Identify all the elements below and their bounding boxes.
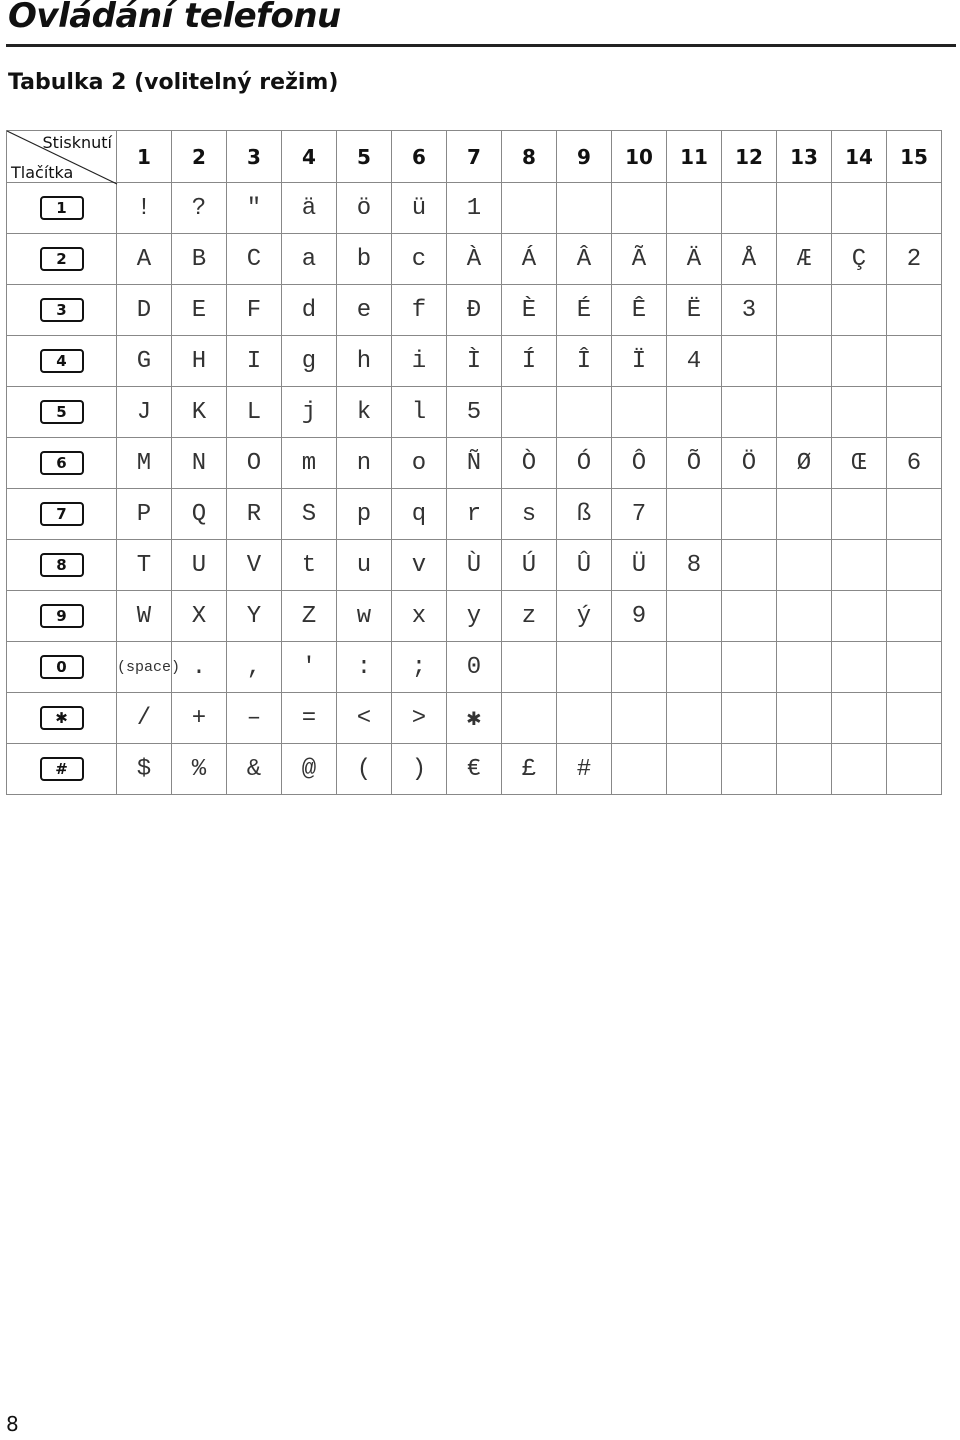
character-cell — [887, 642, 942, 693]
character-cell — [667, 183, 722, 234]
character-cell: > — [392, 693, 447, 744]
title-divider — [6, 44, 956, 47]
character-cell — [722, 642, 777, 693]
column-header: 5 — [337, 131, 392, 183]
character-cell: É — [557, 285, 612, 336]
character-cell: Ó — [557, 438, 612, 489]
character-cell: Õ — [667, 438, 722, 489]
character-cell: / — [117, 693, 172, 744]
character-cell — [502, 693, 557, 744]
character-cell: Ò — [502, 438, 557, 489]
character-cell: M — [117, 438, 172, 489]
character-cell — [777, 642, 832, 693]
character-cell: J — [117, 387, 172, 438]
keypad-key-icon: ✱ — [40, 706, 84, 730]
character-cell: Y — [227, 591, 282, 642]
keypad-key-icon: 6 — [40, 451, 84, 475]
page-title: Ovládání telefonu — [8, 0, 341, 36]
table-row — [7, 183, 942, 234]
character-cell — [777, 591, 832, 642]
character-cell: 2 — [887, 234, 942, 285]
character-cell — [722, 387, 777, 438]
character-cell: ý — [557, 591, 612, 642]
table-row — [7, 591, 942, 642]
key-cell — [7, 336, 117, 387]
character-cell: 7 — [612, 489, 667, 540]
character-cell — [502, 387, 557, 438]
character-cell: # — [557, 744, 612, 795]
character-cell: 5 — [447, 387, 502, 438]
column-header: 1 — [117, 131, 172, 183]
character-cell — [777, 336, 832, 387]
character-cell: A — [117, 234, 172, 285]
character-cell: 1 — [447, 183, 502, 234]
character-cell — [557, 183, 612, 234]
character-cell: ! — [117, 183, 172, 234]
character-cell: m — [282, 438, 337, 489]
key-cell — [7, 183, 117, 234]
key-cell — [7, 642, 117, 693]
character-cell: S — [282, 489, 337, 540]
keypad-key-icon: 1 — [40, 196, 84, 220]
character-cell: Ä — [667, 234, 722, 285]
character-cell — [777, 285, 832, 336]
keypad-key-icon: 4 — [40, 349, 84, 373]
key-cell — [7, 744, 117, 795]
header-row — [7, 131, 942, 183]
character-cell: @ — [282, 744, 337, 795]
character-cell: Û — [557, 540, 612, 591]
character-cell — [612, 183, 667, 234]
character-cell: £ — [502, 744, 557, 795]
character-cell — [777, 489, 832, 540]
table-row — [7, 642, 942, 693]
character-cell: À — [447, 234, 502, 285]
character-cell: Ç — [832, 234, 887, 285]
character-cell — [612, 642, 667, 693]
character-cell: ä — [282, 183, 337, 234]
character-cell: k — [337, 387, 392, 438]
character-cell: R — [227, 489, 282, 540]
character-cell: 9 — [612, 591, 667, 642]
column-header: 2 — [172, 131, 227, 183]
page-number: 8 — [6, 1412, 19, 1436]
character-cell: s — [502, 489, 557, 540]
character-cell — [557, 642, 612, 693]
keypad-key-icon: 8 — [40, 553, 84, 577]
character-cell: p — [337, 489, 392, 540]
character-cell: z — [502, 591, 557, 642]
column-header: 6 — [392, 131, 447, 183]
character-cell: o — [392, 438, 447, 489]
character-cell — [887, 387, 942, 438]
character-cell — [667, 744, 722, 795]
key-cell — [7, 234, 117, 285]
character-table — [6, 130, 942, 795]
character-cell: " — [227, 183, 282, 234]
character-cell: Ø — [777, 438, 832, 489]
character-cell: N — [172, 438, 227, 489]
character-cell: x — [392, 591, 447, 642]
table-row — [7, 387, 942, 438]
character-cell — [832, 489, 887, 540]
table-caption: Tabulka 2 (volitelný režim) — [8, 70, 339, 95]
character-cell: E — [172, 285, 227, 336]
character-cell — [887, 693, 942, 744]
character-cell — [722, 693, 777, 744]
column-header: 11 — [667, 131, 722, 183]
character-cell: ö — [337, 183, 392, 234]
character-cell: C — [227, 234, 282, 285]
keypad-key-icon: # — [40, 757, 84, 781]
column-header: 8 — [502, 131, 557, 183]
character-cell: ß — [557, 489, 612, 540]
character-cell: L — [227, 387, 282, 438]
character-cell — [557, 387, 612, 438]
character-cell: r — [447, 489, 502, 540]
character-cell: Đ — [447, 285, 502, 336]
character-cell — [832, 387, 887, 438]
character-cell — [887, 591, 942, 642]
keys-label: Tlačítka — [11, 163, 74, 182]
character-cell — [887, 285, 942, 336]
character-cell — [887, 744, 942, 795]
character-cell: P — [117, 489, 172, 540]
character-cell: % — [172, 744, 227, 795]
character-cell: U — [172, 540, 227, 591]
character-cell: Æ — [777, 234, 832, 285]
character-cell: e — [337, 285, 392, 336]
character-cell — [612, 744, 667, 795]
character-cell: O — [227, 438, 282, 489]
character-cell: q — [392, 489, 447, 540]
character-cell: + — [172, 693, 227, 744]
character-cell: j — [282, 387, 337, 438]
character-cell: y — [447, 591, 502, 642]
character-cell: Ã — [612, 234, 667, 285]
character-cell — [557, 693, 612, 744]
keypad-key-icon: 9 — [40, 604, 84, 628]
character-cell: 4 — [667, 336, 722, 387]
character-cell — [832, 183, 887, 234]
character-cell: Ñ — [447, 438, 502, 489]
character-cell: 3 — [722, 285, 777, 336]
character-cell — [722, 336, 777, 387]
key-cell — [7, 285, 117, 336]
character-cell — [887, 336, 942, 387]
table-row — [7, 336, 942, 387]
character-cell — [832, 642, 887, 693]
character-cell: . — [172, 642, 227, 693]
character-cell — [722, 183, 777, 234]
character-cell — [722, 591, 777, 642]
column-header: 3 — [227, 131, 282, 183]
character-cell — [832, 744, 887, 795]
column-header: 14 — [832, 131, 887, 183]
corner-cell — [7, 131, 117, 183]
character-cell: X — [172, 591, 227, 642]
character-cell: c — [392, 234, 447, 285]
character-cell: f — [392, 285, 447, 336]
character-cell: 0 — [447, 642, 502, 693]
character-cell: l — [392, 387, 447, 438]
character-cell: F — [227, 285, 282, 336]
character-cell: $ — [117, 744, 172, 795]
character-cell: Å — [722, 234, 777, 285]
character-cell: Î — [557, 336, 612, 387]
key-cell — [7, 489, 117, 540]
character-cell: Ô — [612, 438, 667, 489]
character-cell: Ù — [447, 540, 502, 591]
character-cell: g — [282, 336, 337, 387]
character-cell: I — [227, 336, 282, 387]
character-cell: € — [447, 744, 502, 795]
character-cell: a — [282, 234, 337, 285]
character-cell — [887, 489, 942, 540]
character-cell: È — [502, 285, 557, 336]
keypad-key-icon: 2 — [40, 247, 84, 271]
character-cell: 8 — [667, 540, 722, 591]
character-cell: u — [337, 540, 392, 591]
column-header: 4 — [282, 131, 337, 183]
character-cell: < — [337, 693, 392, 744]
table-row — [7, 285, 942, 336]
character-cell: ; — [392, 642, 447, 693]
character-cell: Í — [502, 336, 557, 387]
table-row — [7, 234, 942, 285]
character-cell — [777, 693, 832, 744]
table-row — [7, 744, 942, 795]
character-cell: – — [227, 693, 282, 744]
character-cell — [887, 540, 942, 591]
character-cell — [832, 336, 887, 387]
table-row — [7, 489, 942, 540]
character-cell — [777, 183, 832, 234]
character-cell: Ú — [502, 540, 557, 591]
character-cell: ✱ — [447, 693, 502, 744]
press-count-label: Stisknutí — [42, 133, 112, 152]
key-cell — [7, 438, 117, 489]
character-cell: Ì — [447, 336, 502, 387]
character-cell: w — [337, 591, 392, 642]
character-cell — [722, 540, 777, 591]
column-header: 13 — [777, 131, 832, 183]
character-cell: Ï — [612, 336, 667, 387]
character-cell: (space) — [117, 642, 172, 693]
character-cell — [667, 642, 722, 693]
character-cell: v — [392, 540, 447, 591]
table-row — [7, 693, 942, 744]
character-cell — [832, 285, 887, 336]
character-cell — [667, 489, 722, 540]
character-cell: K — [172, 387, 227, 438]
column-header: 15 — [887, 131, 942, 183]
character-cell — [832, 693, 887, 744]
character-cell — [777, 387, 832, 438]
character-cell — [502, 642, 557, 693]
character-cell — [612, 387, 667, 438]
character-cell — [667, 591, 722, 642]
character-cell: t — [282, 540, 337, 591]
character-cell: D — [117, 285, 172, 336]
character-cell — [832, 540, 887, 591]
column-header: 10 — [612, 131, 667, 183]
character-cell: = — [282, 693, 337, 744]
key-cell — [7, 693, 117, 744]
character-cell: : — [337, 642, 392, 693]
character-cell: Ê — [612, 285, 667, 336]
keypad-key-icon: 3 — [40, 298, 84, 322]
character-cell — [612, 693, 667, 744]
character-cell: B — [172, 234, 227, 285]
character-cell: Â — [557, 234, 612, 285]
character-cell: W — [117, 591, 172, 642]
character-cell: 6 — [887, 438, 942, 489]
character-cell: i — [392, 336, 447, 387]
key-cell — [7, 387, 117, 438]
key-cell — [7, 591, 117, 642]
character-cell: Ö — [722, 438, 777, 489]
character-cell: Ë — [667, 285, 722, 336]
character-cell: d — [282, 285, 337, 336]
character-cell: Ü — [612, 540, 667, 591]
character-cell: T — [117, 540, 172, 591]
character-cell: Q — [172, 489, 227, 540]
character-cell — [777, 540, 832, 591]
key-cell — [7, 540, 117, 591]
character-cell: ü — [392, 183, 447, 234]
character-cell: n — [337, 438, 392, 489]
character-cell: Z — [282, 591, 337, 642]
character-cell — [777, 744, 832, 795]
character-cell — [722, 744, 777, 795]
character-cell — [667, 693, 722, 744]
character-cell — [832, 591, 887, 642]
table-body — [7, 183, 942, 795]
character-cell — [502, 183, 557, 234]
character-cell: ' — [282, 642, 337, 693]
table-row — [7, 438, 942, 489]
character-cell — [722, 489, 777, 540]
column-header: 12 — [722, 131, 777, 183]
keypad-key-icon: 7 — [40, 502, 84, 526]
character-cell: V — [227, 540, 282, 591]
character-cell — [887, 183, 942, 234]
column-header: 9 — [557, 131, 612, 183]
character-cell: b — [337, 234, 392, 285]
character-cell: h — [337, 336, 392, 387]
character-cell: ( — [337, 744, 392, 795]
keypad-key-icon: 5 — [40, 400, 84, 424]
character-cell: H — [172, 336, 227, 387]
character-cell: & — [227, 744, 282, 795]
character-cell: ) — [392, 744, 447, 795]
column-header: 7 — [447, 131, 502, 183]
character-cell: Œ — [832, 438, 887, 489]
keypad-key-icon: 0 — [40, 655, 84, 679]
character-cell: ? — [172, 183, 227, 234]
table-row — [7, 540, 942, 591]
character-cell — [667, 387, 722, 438]
character-cell: G — [117, 336, 172, 387]
character-cell: , — [227, 642, 282, 693]
character-cell: Á — [502, 234, 557, 285]
